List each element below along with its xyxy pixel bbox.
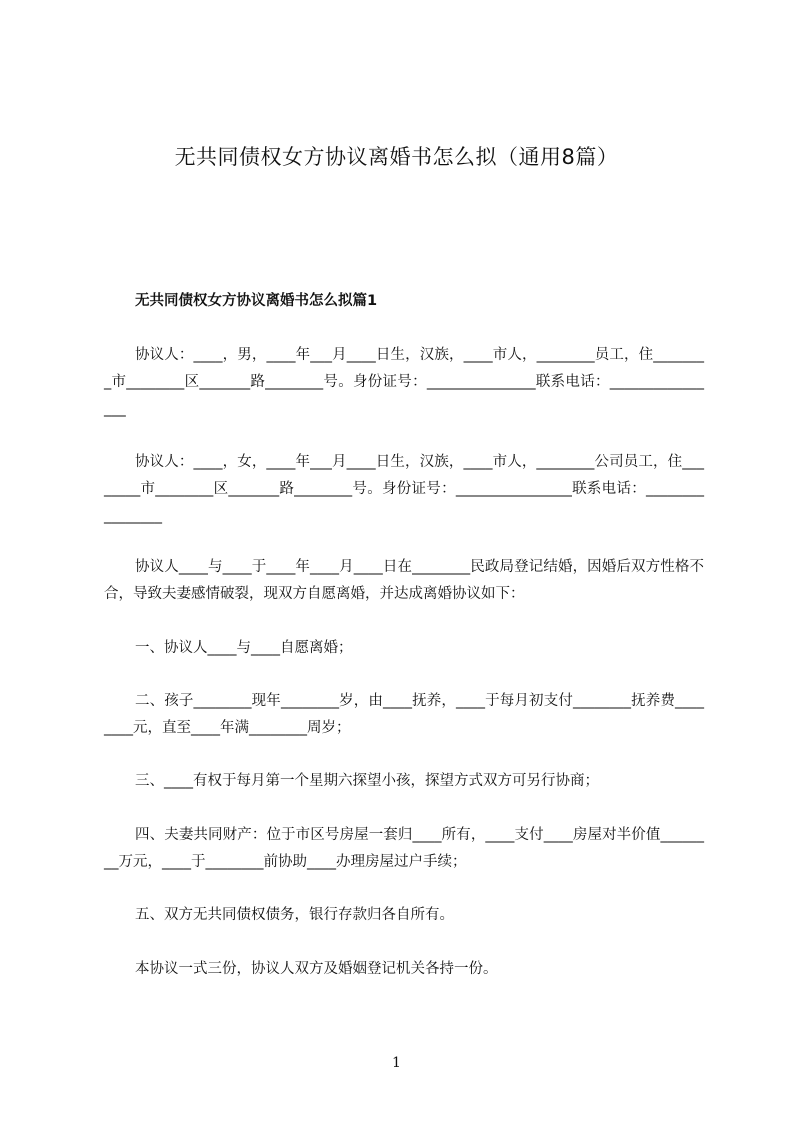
document-title: 无共同债权女方协议离婚书怎么拟（通用8篇）	[174, 145, 619, 169]
closing-paragraph: 本协议一式三份，协议人双方及婚姻登记机关各持一份。	[135, 961, 498, 977]
paragraph-party-female: 协议人：____，女，____年___月____日生，汉族，____市人，________公司员工，住________市________区_______路________号。身份证号：________________联系电话：________________	[104, 454, 704, 524]
clause-4: 四、夫妻共同财产：位于市区号房屋一套归____所有，____支付____房屋对半价值________万元，____于________前协助____办理房屋过户手续；	[104, 827, 704, 870]
clause-5: 五、双方无共同债权债务，银行存款归各自所有。	[135, 907, 454, 923]
page-number: 1	[392, 1055, 401, 1071]
clause-3: 三、____有权于每月第一个星期六探望小孩，探望方式双方可另行协商；	[135, 773, 599, 789]
clause-2: 二、孩子________现年________岁，由____抚养，____于每月初支付________抚养费________元，直至____年满________周岁；	[104, 693, 704, 736]
paragraph-marriage-info: 协议人____与____于____年____月____日在________民政局登记结婚，因婚后双方性格不合，导致夫妻感情破裂，现双方自愿离婚，并达成离婚协议如下：	[104, 559, 704, 602]
paragraph-party-male: 协议人：____，男，____年___月____日生，汉族，____市人，________员工，住________市________区_______路________号。身份证号：_______________联系电话：________________	[104, 347, 704, 417]
clause-1: 一、协议人____与____自愿离婚；	[135, 640, 353, 656]
section-heading: 无共同债权女方协议离婚书怎么拟篇1	[135, 293, 378, 309]
